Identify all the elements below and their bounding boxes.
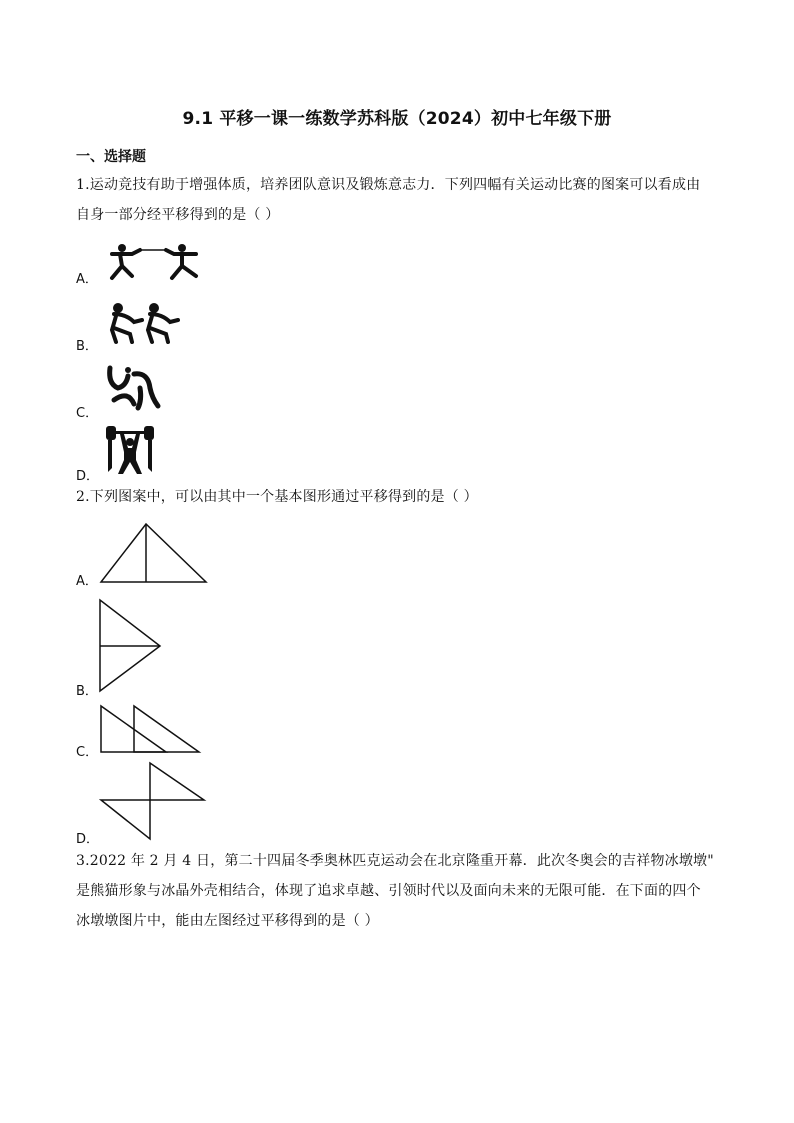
weightlifting-icon [104, 424, 156, 476]
q1-option-c-label: C． [76, 406, 99, 421]
question-2 [76, 482, 726, 512]
document-title: 9.1 平移一课一练数学苏科版（2024）初中七年级下册 [182, 109, 612, 129]
question-1 [76, 170, 726, 230]
q2-option-b-label: B． [76, 684, 98, 699]
question-3-line-1: 3.2022 年 2 月 4 日，第二十四届冬季奥林匹克运动会在北京隆重开幕．此次冬奥会的吉祥物冰墩墩" [76, 853, 714, 869]
q2-option-b-figure [96, 598, 166, 694]
q2-option-c-label: C． [76, 745, 99, 760]
q1-option-a-label: A． [76, 272, 98, 287]
q2-option-a-figure [98, 522, 210, 586]
question-1-line-1: 1.运动竞技有助于增强体质，培养团队意识及锻炼意志力．下列四幅有关运动比赛的图案可以看成由 [76, 177, 701, 193]
question-2-line-1: 2.下列图案中，可以由其中一个基本图形通过平移得到的是（ ） [76, 489, 478, 505]
wrestling-icon [104, 300, 184, 346]
section-heading: 一、选择题 [76, 149, 146, 165]
question-3-line-2: 是熊猫形象与冰晶外壳相结合，体现了追求卓越、引领时代以及面向未来的无限可能．在下面的四个 [76, 883, 701, 899]
q2-option-d-label: D． [76, 832, 100, 847]
q1-option-d-label: D． [76, 469, 100, 484]
question-3 [76, 846, 726, 936]
q2-option-c-figure [98, 703, 204, 755]
question-1-line-2: 自身一部分经平移得到的是（ ） [76, 207, 280, 223]
fencing-icon [104, 240, 204, 282]
judo-icon [104, 364, 164, 412]
question-3-line-3: 冰墩墩图片中，能由左图经过平移得到的是（ ） [76, 913, 379, 929]
q2-option-d-figure [98, 760, 208, 842]
q1-option-b-label: B． [76, 339, 98, 354]
q2-option-a-label: A． [76, 574, 98, 589]
